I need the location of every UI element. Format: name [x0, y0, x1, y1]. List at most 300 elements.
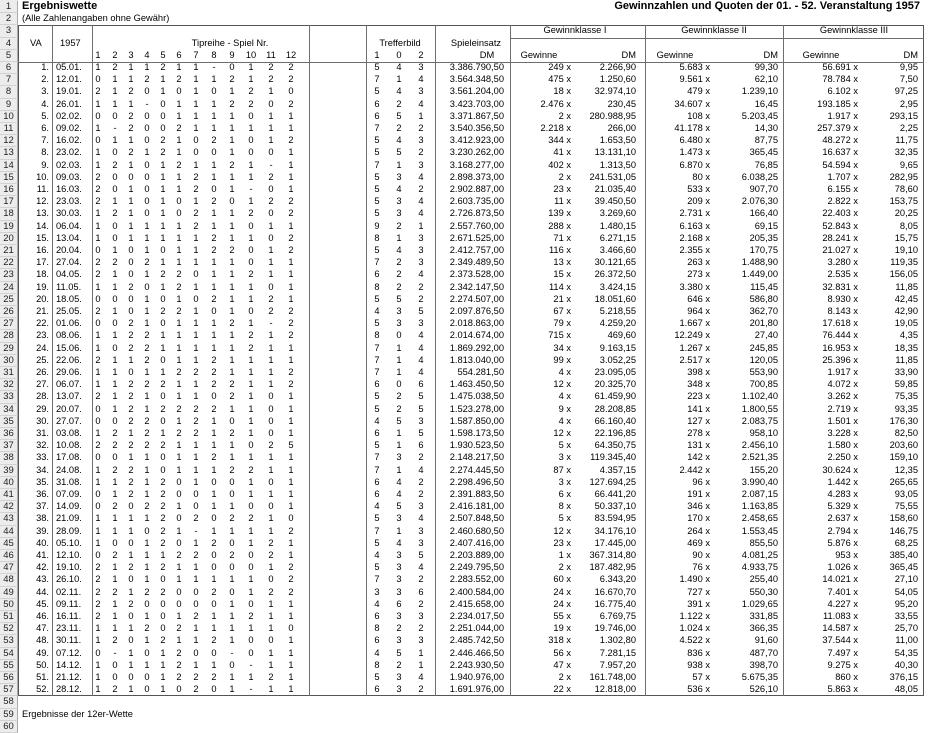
cell-tip[interactable]: 2: [95, 574, 101, 585]
cell-tip[interactable]: 1: [95, 159, 101, 170]
cell-dm-3[interactable]: 15,75: [894, 232, 918, 243]
cell-spieleinsatz[interactable]: 2.014.674,00: [449, 330, 504, 341]
cell-dm-1[interactable]: 7.281,15: [599, 647, 636, 658]
cell-date[interactable]: 12.01.: [56, 74, 82, 85]
cell-dm-2[interactable]: 2.083,75: [741, 415, 778, 426]
cell-treffer[interactable]: 7: [374, 123, 380, 133]
cell-spieleinsatz[interactable]: 3.412.923,00: [449, 135, 504, 146]
cell-tip[interactable]: 1: [176, 574, 182, 585]
cell-gewinne-1[interactable]: 4 x: [558, 415, 571, 426]
cell-tip[interactable]: 0: [160, 623, 166, 634]
cell-dm-3[interactable]: 119,35: [890, 257, 918, 268]
cell-date[interactable]: 28.09.: [56, 525, 82, 536]
cell-tip[interactable]: 1: [128, 196, 134, 207]
cell-treffer[interactable]: 7: [374, 525, 380, 536]
cell-tip[interactable]: 1: [193, 232, 199, 243]
cell-gewinne-2[interactable]: 346 x: [687, 501, 710, 512]
cell-tip[interactable]: 1: [112, 391, 118, 402]
row-number[interactable]: 35: [0, 416, 18, 428]
cell-tip[interactable]: 1: [248, 171, 254, 182]
cell-tip[interactable]: 1: [211, 574, 217, 585]
cell-tip[interactable]: 0: [95, 135, 101, 146]
cell-dm-2[interactable]: 550,30: [749, 586, 778, 597]
cell-dm-2[interactable]: 700,85: [749, 379, 778, 390]
cell-spieleinsatz[interactable]: 2.557.760,00: [449, 220, 504, 231]
cell-tip[interactable]: 1: [193, 659, 199, 670]
cell-dm-1[interactable]: 9.163,15: [599, 342, 636, 353]
cell-dm-1[interactable]: 19.746,00: [594, 623, 636, 634]
cell-dm-2[interactable]: 27,40: [754, 330, 778, 341]
row-number[interactable]: 13: [0, 147, 18, 159]
cell-tip[interactable]: 1: [248, 123, 254, 133]
cell-gewinne-3[interactable]: 16.637 x: [822, 147, 858, 158]
cell-tip[interactable]: 1: [128, 159, 134, 170]
cell-treffer[interactable]: 7: [374, 574, 380, 585]
cell-gewinne-1[interactable]: 56 x: [553, 647, 571, 658]
row-number[interactable]: 32: [0, 379, 18, 391]
cell-dm-2[interactable]: 487,70: [749, 647, 778, 658]
cell-dm-3[interactable]: 153,75: [889, 196, 918, 207]
cell-date[interactable]: 16.11.: [56, 611, 82, 621]
cell-tip[interactable]: 1: [211, 623, 217, 634]
cell-tip[interactable]: 0: [144, 281, 150, 292]
cell-tip[interactable]: 1: [128, 220, 134, 231]
cell-tip[interactable]: 1: [211, 464, 217, 475]
cell-tip[interactable]: 0: [211, 513, 217, 524]
cell-gewinne-3[interactable]: 3.262 x: [827, 391, 858, 402]
cell-gewinne-2[interactable]: 131 x: [687, 440, 710, 451]
cell-dm-1[interactable]: 5.218,55: [599, 306, 636, 316]
cell-tip[interactable]: -: [249, 684, 253, 695]
cell-tip[interactable]: -: [269, 159, 273, 170]
cell-tip[interactable]: 2: [211, 293, 217, 304]
cell-gewinne-2[interactable]: 6.163 x: [679, 220, 710, 231]
cell-tip[interactable]: 2: [95, 354, 101, 365]
cell-dm-3[interactable]: 158,60: [889, 513, 918, 524]
cell-tip[interactable]: 2: [176, 159, 182, 170]
cell-tip[interactable]: 2: [95, 391, 101, 402]
cell-gewinne-3[interactable]: 25.396 x: [822, 354, 858, 365]
header-dm[interactable]: DM: [479, 49, 495, 60]
cell-gewinne-3[interactable]: 5.876 x: [827, 537, 858, 548]
cell-tip[interactable]: 1: [112, 611, 118, 621]
cell-gewinne-2[interactable]: 398 x: [687, 367, 710, 377]
cell-tip[interactable]: 0: [248, 135, 254, 146]
cell-tip[interactable]: 2: [288, 62, 294, 72]
cell-treffer[interactable]: 2: [418, 184, 424, 194]
row-number[interactable]: 53: [0, 635, 18, 647]
header-spiel-nr[interactable]: 10: [245, 49, 257, 60]
cell-tip[interactable]: 0: [193, 269, 199, 280]
cell-treffer[interactable]: 1: [418, 110, 424, 121]
cell-gewinne-1[interactable]: 4 x: [558, 367, 571, 377]
cell-tip[interactable]: 1: [229, 269, 235, 280]
row-number[interactable]: 17: [0, 196, 18, 208]
cell-va[interactable]: 39.: [36, 525, 49, 536]
cell-treffer[interactable]: 1: [396, 440, 402, 451]
cell-treffer[interactable]: 5: [374, 318, 380, 329]
cell-tip[interactable]: 2: [128, 489, 134, 499]
cell-va[interactable]: 51.: [36, 672, 49, 682]
cell-gewinne-3[interactable]: 257.379 x: [817, 123, 858, 133]
cell-treffer[interactable]: 3: [396, 171, 402, 182]
cell-tip[interactable]: 2: [229, 550, 235, 560]
cell-date[interactable]: 11.05.: [56, 281, 82, 292]
row-number[interactable]: 4: [0, 38, 18, 50]
cell-tip[interactable]: 1: [268, 659, 274, 670]
cell-tip[interactable]: 1: [288, 659, 294, 670]
cell-gewinne-2[interactable]: 2.355 x: [679, 245, 710, 255]
cell-tip[interactable]: 2: [211, 586, 217, 597]
cell-spieleinsatz[interactable]: 1.691.976,00: [449, 684, 504, 695]
cell-tip[interactable]: 1: [176, 245, 182, 255]
header-gewinne[interactable]: Gewinne: [520, 49, 558, 60]
cell-tip[interactable]: 1: [248, 354, 254, 365]
cell-gewinne-2[interactable]: 278 x: [687, 428, 710, 438]
cell-tip[interactable]: 2: [128, 440, 134, 451]
cell-dm-1[interactable]: 66.441,20: [594, 489, 636, 499]
cell-tip[interactable]: 0: [112, 342, 118, 353]
cell-va[interactable]: 41.: [36, 550, 49, 560]
cell-spieleinsatz[interactable]: 2.249.795,50: [449, 562, 504, 573]
cell-tip[interactable]: 1: [268, 220, 274, 231]
cell-tip[interactable]: 1: [193, 476, 199, 487]
cell-spieleinsatz[interactable]: 3.561.204,00: [449, 86, 504, 97]
cell-dm-2[interactable]: 331,85: [749, 611, 778, 621]
cell-tip[interactable]: 0: [128, 245, 134, 255]
row-number[interactable]: 39: [0, 465, 18, 477]
cell-treffer[interactable]: 3: [396, 611, 402, 621]
cell-tip[interactable]: 1: [229, 220, 235, 231]
cell-date[interactable]: 04.05.: [56, 269, 82, 280]
cell-tip[interactable]: 1: [193, 342, 199, 353]
cell-tip[interactable]: 0: [160, 574, 166, 585]
cell-date[interactable]: 16.02.: [56, 135, 82, 146]
cell-tip[interactable]: 1: [193, 245, 199, 255]
row-number[interactable]: 24: [0, 282, 18, 294]
cell-tip[interactable]: 0: [193, 501, 199, 512]
cell-dm-3[interactable]: 19,05: [894, 318, 918, 329]
cell-tip[interactable]: 1: [176, 98, 182, 109]
cell-tip[interactable]: 2: [268, 550, 274, 560]
cell-tip[interactable]: 2: [248, 342, 254, 353]
cell-gewinne-3[interactable]: 2.822 x: [827, 196, 858, 207]
cell-gewinne-1[interactable]: 18 x: [553, 86, 571, 97]
row-number[interactable]: 16: [0, 184, 18, 196]
cell-tip[interactable]: 0: [248, 635, 254, 646]
cell-tip[interactable]: 0: [229, 62, 235, 72]
cell-tip[interactable]: 1: [176, 62, 182, 72]
cell-tip[interactable]: 1: [193, 98, 199, 109]
cell-gewinne-1[interactable]: 116 x: [548, 245, 571, 255]
cell-gewinne-1[interactable]: 99 x: [553, 354, 571, 365]
row-number[interactable]: 3: [0, 25, 18, 37]
row-number[interactable]: 46: [0, 550, 18, 562]
cell-dm-2[interactable]: 907,70: [749, 184, 778, 194]
cell-tip[interactable]: 1: [211, 659, 217, 670]
cell-tip[interactable]: 2: [128, 318, 134, 329]
cell-tip[interactable]: 1: [112, 330, 118, 341]
cell-tip[interactable]: 2: [112, 684, 118, 695]
cell-dm-3[interactable]: 54,35: [894, 647, 918, 658]
cell-treffer[interactable]: 3: [396, 684, 402, 695]
header-spiel-nr[interactable]: 4: [144, 49, 150, 60]
cell-gewinne-2[interactable]: 41.178 x: [674, 123, 710, 133]
cell-dm-1[interactable]: 2.266,90: [599, 62, 636, 72]
row-number[interactable]: 5: [0, 50, 18, 62]
cell-tip[interactable]: 1: [229, 354, 235, 365]
cell-tip[interactable]: 0: [95, 489, 101, 499]
cell-treffer[interactable]: 1: [396, 428, 402, 438]
cell-va[interactable]: 32.: [36, 440, 49, 451]
cell-tip[interactable]: 1: [268, 354, 274, 365]
cell-tip[interactable]: 1: [193, 123, 199, 133]
cell-tip[interactable]: 2: [144, 440, 150, 451]
cell-tip[interactable]: 1: [176, 415, 182, 426]
cell-gewinne-1[interactable]: 71 x: [553, 232, 571, 243]
cell-dm-2[interactable]: 1.029,65: [741, 598, 778, 609]
cell-dm-2[interactable]: 3.990,40: [741, 476, 778, 487]
cell-dm-2[interactable]: 76,85: [754, 159, 778, 170]
cell-tip[interactable]: 1: [128, 135, 134, 146]
cell-tip[interactable]: 1: [268, 245, 274, 255]
cell-tip[interactable]: 2: [176, 672, 182, 682]
cell-tip[interactable]: 1: [229, 403, 235, 414]
cell-gewinne-1[interactable]: 15 x: [553, 269, 571, 280]
cell-gewinne-2[interactable]: 836 x: [687, 647, 710, 658]
cell-gewinne-2[interactable]: 273 x: [687, 269, 710, 280]
cell-tip[interactable]: 1: [268, 367, 274, 377]
cell-treffer[interactable]: 4: [396, 184, 402, 194]
row-number[interactable]: 55: [0, 660, 18, 672]
cell-treffer[interactable]: 7: [374, 354, 380, 365]
cell-tip[interactable]: 1: [112, 86, 118, 97]
cell-tip[interactable]: 0: [268, 98, 274, 109]
cell-tip[interactable]: 0: [248, 562, 254, 573]
cell-tip[interactable]: 1: [211, 74, 217, 85]
cell-va[interactable]: 36.: [36, 489, 49, 499]
cell-tip[interactable]: 1: [248, 537, 254, 548]
cell-treffer[interactable]: 4: [396, 135, 402, 146]
cell-tip[interactable]: 1: [288, 171, 294, 182]
cell-gewinne-3[interactable]: 22.403 x: [822, 208, 858, 219]
cell-tip[interactable]: 1: [176, 232, 182, 243]
cell-va[interactable]: 28.: [36, 391, 49, 402]
cell-tip[interactable]: 1: [144, 489, 150, 499]
cell-dm-3[interactable]: 2,25: [899, 123, 918, 133]
cell-dm-1[interactable]: 18.051,60: [594, 293, 636, 304]
cell-spieleinsatz[interactable]: 1.475.038,50: [449, 391, 504, 402]
cell-tip[interactable]: 2: [176, 74, 182, 85]
cell-treffer[interactable]: 5: [396, 147, 402, 158]
cell-tip[interactable]: 0: [248, 110, 254, 121]
cell-gewinne-2[interactable]: 1.122 x: [679, 611, 710, 621]
cell-tip[interactable]: 1: [95, 342, 101, 353]
row-number[interactable]: 43: [0, 513, 18, 525]
cell-tip[interactable]: 0: [144, 196, 150, 207]
cell-treffer[interactable]: 1: [396, 232, 402, 243]
cell-tip[interactable]: 2: [95, 562, 101, 573]
cell-tip[interactable]: 0: [95, 293, 101, 304]
cell-tip[interactable]: 1: [288, 159, 294, 170]
cell-tip[interactable]: 2: [160, 62, 166, 72]
cell-tip[interactable]: 0: [160, 464, 166, 475]
cell-dm-2[interactable]: 99,30: [754, 62, 778, 72]
cell-tip[interactable]: 0: [176, 513, 182, 524]
cell-tip[interactable]: 0: [144, 672, 150, 682]
cell-treffer[interactable]: 7: [374, 367, 380, 377]
cell-tip[interactable]: 1: [268, 464, 274, 475]
cell-tip[interactable]: 1: [288, 476, 294, 487]
cell-dm-1[interactable]: 6.343,20: [599, 574, 636, 585]
cell-tip[interactable]: 0: [144, 208, 150, 219]
cell-tip[interactable]: 2: [128, 281, 134, 292]
cell-tip[interactable]: 2: [229, 318, 235, 329]
cell-tip[interactable]: 1: [176, 501, 182, 512]
cell-tip[interactable]: -: [249, 184, 253, 194]
cell-dm-1[interactable]: 241.531,05: [589, 171, 636, 182]
cell-tip[interactable]: 1: [288, 403, 294, 414]
cell-treffer[interactable]: 3: [396, 318, 402, 329]
cell-tip[interactable]: 1: [176, 440, 182, 451]
cell-gewinne-3[interactable]: 52.843 x: [822, 220, 858, 231]
cell-tip[interactable]: 2: [193, 513, 199, 524]
cell-dm-3[interactable]: 78,60: [894, 184, 918, 194]
cell-tip[interactable]: 2: [128, 476, 134, 487]
cell-treffer[interactable]: 5: [374, 391, 380, 402]
cell-tip[interactable]: 1: [193, 635, 199, 646]
cell-tip[interactable]: -: [269, 318, 273, 329]
cell-gewinne-3[interactable]: 14.021 x: [822, 574, 858, 585]
header-year[interactable]: 1957: [60, 37, 81, 48]
cell-tip[interactable]: 1: [160, 232, 166, 243]
cell-tip[interactable]: 0: [144, 159, 150, 170]
cell-treffer[interactable]: 2: [396, 623, 402, 634]
cell-tip[interactable]: -: [145, 98, 149, 109]
cell-tip[interactable]: 1: [95, 684, 101, 695]
header-gewinnklasse-3[interactable]: Gewinnklasse III: [819, 25, 889, 36]
cell-tip[interactable]: 1: [268, 513, 274, 524]
cell-tip[interactable]: 2: [160, 562, 166, 573]
cell-tip[interactable]: 1: [211, 257, 217, 268]
cell-gewinne-2[interactable]: 223 x: [687, 391, 710, 402]
cell-gewinne-1[interactable]: 60 x: [553, 574, 571, 585]
cell-dm-1[interactable]: 3.269,60: [599, 208, 636, 219]
cell-tip[interactable]: 0: [160, 98, 166, 109]
cell-gewinne-3[interactable]: 1.917 x: [827, 367, 858, 377]
cell-tip[interactable]: 0: [95, 318, 101, 329]
cell-tip[interactable]: 1: [112, 513, 118, 524]
cell-tip[interactable]: 1: [288, 415, 294, 426]
cell-tip[interactable]: 1: [193, 391, 199, 402]
cell-tip[interactable]: 0: [160, 598, 166, 609]
cell-treffer[interactable]: 3: [418, 232, 424, 243]
cell-tip[interactable]: 1: [193, 354, 199, 365]
cell-tip[interactable]: 1: [248, 367, 254, 377]
cell-gewinne-2[interactable]: 3.380 x: [679, 281, 710, 292]
cell-treffer[interactable]: 2: [418, 684, 424, 695]
cell-tip[interactable]: 0: [229, 537, 235, 548]
cell-tip[interactable]: 1: [229, 86, 235, 97]
cell-dm-2[interactable]: 155,20: [749, 464, 778, 475]
cell-tip[interactable]: 2: [176, 623, 182, 634]
cell-treffer[interactable]: 5: [374, 403, 380, 414]
cell-dm-3[interactable]: 40,30: [894, 659, 918, 670]
header-spiel-nr[interactable]: 3: [128, 49, 134, 60]
cell-gewinne-2[interactable]: 1.490 x: [679, 574, 710, 585]
cell-tip[interactable]: 1: [268, 379, 274, 390]
row-number[interactable]: 50: [0, 599, 18, 611]
cell-tip[interactable]: 1: [268, 269, 274, 280]
row-number[interactable]: 31: [0, 367, 18, 379]
cell-va[interactable]: 33.: [36, 452, 49, 463]
cell-gewinne-1[interactable]: 13 x: [553, 257, 571, 268]
cell-tip[interactable]: 1: [160, 672, 166, 682]
cell-tip[interactable]: 1: [95, 62, 101, 72]
cell-dm-1[interactable]: 469,60: [607, 330, 636, 341]
cell-tip[interactable]: 1: [288, 489, 294, 499]
cell-gewinne-2[interactable]: 80 x: [692, 171, 710, 182]
cell-tip[interactable]: 0: [176, 684, 182, 695]
cell-treffer[interactable]: 6: [374, 476, 380, 487]
cell-dm-3[interactable]: 75,35: [894, 391, 918, 402]
cell-treffer[interactable]: 4: [418, 367, 424, 377]
cell-tip[interactable]: 1: [112, 476, 118, 487]
cell-tip[interactable]: -: [212, 62, 216, 72]
cell-tip[interactable]: 0: [193, 135, 199, 146]
cell-gewinne-2[interactable]: 4.522 x: [679, 635, 710, 646]
cell-tip[interactable]: 1: [211, 415, 217, 426]
cell-tip[interactable]: 0: [95, 550, 101, 560]
cell-tip[interactable]: 2: [95, 269, 101, 280]
cell-dm-3[interactable]: 93,35: [894, 403, 918, 414]
cell-tip[interactable]: 1: [229, 623, 235, 634]
cell-gewinne-2[interactable]: 57 x: [692, 672, 710, 682]
cell-tip[interactable]: 1: [193, 318, 199, 329]
cell-dm-3[interactable]: 75,55: [894, 501, 918, 512]
cell-tip[interactable]: 0: [268, 208, 274, 219]
header-spiel-nr[interactable]: 5: [160, 49, 166, 60]
cell-date[interactable]: 27.04.: [56, 257, 82, 268]
cell-treffer[interactable]: 3: [418, 159, 424, 170]
cell-dm-1[interactable]: 127.694,25: [589, 476, 636, 487]
cell-gewinne-1[interactable]: 2.476 x: [540, 98, 571, 109]
cell-tip[interactable]: 1: [176, 318, 182, 329]
cell-gewinne-3[interactable]: 48.272 x: [822, 135, 858, 146]
cell-treffer[interactable]: 6: [374, 379, 380, 390]
cell-tip[interactable]: 2: [288, 196, 294, 207]
cell-tip[interactable]: 1: [144, 574, 150, 585]
cell-tip[interactable]: 2: [160, 135, 166, 146]
cell-tip[interactable]: 1: [268, 452, 274, 463]
cell-tip[interactable]: 1: [176, 525, 182, 536]
cell-gewinne-3[interactable]: 1.917 x: [827, 110, 858, 121]
cell-treffer[interactable]: 2: [396, 281, 402, 292]
cell-tip[interactable]: 2: [112, 440, 118, 451]
cell-dm-1[interactable]: 1.302,80: [599, 635, 636, 646]
cell-treffer[interactable]: 6: [374, 684, 380, 695]
cell-dm-3[interactable]: 32,35: [894, 147, 918, 158]
cell-gewinne-2[interactable]: 727 x: [687, 586, 710, 597]
cell-tip[interactable]: 1: [229, 257, 235, 268]
cell-va[interactable]: 34.: [36, 464, 49, 475]
cell-tip[interactable]: 1: [160, 659, 166, 670]
cell-tip[interactable]: 1: [248, 281, 254, 292]
cell-dm-1[interactable]: 16.670,70: [594, 586, 636, 597]
cell-tip[interactable]: 0: [112, 184, 118, 194]
cell-tip[interactable]: 1: [95, 635, 101, 646]
cell-gewinne-1[interactable]: 2 x: [558, 672, 571, 682]
